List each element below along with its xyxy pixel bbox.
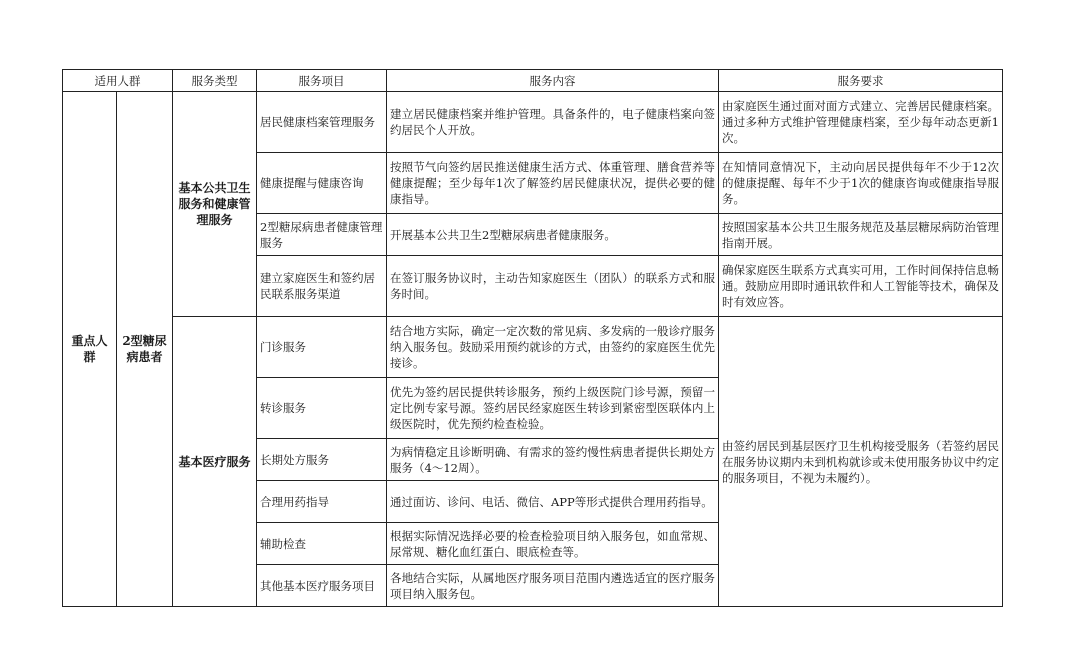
population-cell: 重点人群	[63, 92, 117, 607]
subgroup-cell: 2型糖尿病患者	[117, 92, 173, 607]
service-requirement: 在知情同意情况下，主动向居民提供每年不少于12次的健康提醒、每年不少于1次的健康咨询或健康指导服务。	[719, 153, 1003, 214]
service-content: 各地结合实际，从属地医疗服务项目范围内遴选适宜的医疗服务项目纳入服务包。	[387, 565, 719, 607]
category-basic-medical: 基本医疗服务	[173, 317, 257, 607]
service-content: 结合地方实际，确定一定次数的常见病、多发病的一般诊疗服务纳入服务包。鼓励采用预约就诊的方式，由签约的家庭医生优先接诊。	[387, 317, 719, 378]
service-content: 根据实际情况选择必要的检查检验项目纳入服务包，如血常规、尿常规、糖化血红蛋白、眼底检查等。	[387, 523, 719, 565]
service-content: 在签订服务协议时，主动告知家庭医生（团队）的联系方式和服务时间。	[387, 256, 719, 317]
header-service-requirement: 服务要求	[719, 70, 1003, 92]
service-item: 居民健康档案管理服务	[257, 92, 387, 153]
header-service-content: 服务内容	[387, 70, 719, 92]
table-row	[63, 92, 1003, 153]
service-item: 长期处方服务	[257, 439, 387, 481]
header-service-item: 服务项目	[257, 70, 387, 92]
header-population: 适用人群	[63, 70, 173, 92]
service-content: 优先为签约居民提供转诊服务，预约上级医院门诊号源，预留一定比例专家号源。签约居民经家庭医生转诊到紧密型医联体内上级医院时，优先预约检查检验。	[387, 378, 719, 439]
service-content: 开展基本公共卫生2型糖尿病患者健康服务。	[387, 214, 719, 256]
service-content: 建立居民健康档案并维护管理。具备条件的，电子健康档案向签约居民个人开放。	[387, 92, 719, 153]
service-item: 建立家庭医生和签约居民联系服务渠道	[257, 256, 387, 317]
service-requirement: 按照国家基本公共卫生服务规范及基层糖尿病防治管理指南开展。	[719, 214, 1003, 256]
service-table	[62, 69, 1003, 607]
service-item: 健康提醒与健康咨询	[257, 153, 387, 214]
category-public-health: 基本公共卫生服务和健康管理服务	[173, 92, 257, 317]
service-item: 辅助检查	[257, 523, 387, 565]
service-requirement: 确保家庭医生联系方式真实可用，工作时间保持信息畅通。鼓励应用即时通讯软件和人工智能等技术，确保及时有效应答。	[719, 256, 1003, 317]
service-content: 为病情稳定且诊断明确、有需求的签约慢性病患者提供长期处方服务（4～12周）。	[387, 439, 719, 481]
header-service-type: 服务类型	[173, 70, 257, 92]
header-row	[63, 70, 1003, 92]
service-item: 转诊服务	[257, 378, 387, 439]
service-requirement: 由家庭医生通过面对面方式建立、完善居民健康档案。通过多种方式维护管理健康档案，至少每年动态更新1次。	[719, 92, 1003, 153]
service-item: 其他基本医疗服务项目	[257, 565, 387, 607]
service-requirement-shared: 由签约居民到基层医疗卫生机构接受服务（若签约居民在服务协议期内未到机构就诊或未使用服务协议中约定的服务项目，不视为未履约）。	[719, 317, 1003, 607]
service-content: 按照节气向签约居民推送健康生活方式、体重管理、膳食营养等健康提醒；至少每年1次了解签约居民健康状况，提供必要的健康指导。	[387, 153, 719, 214]
service-content: 通过面访、诊问、电话、微信、APP等形式提供合理用药指导。	[387, 481, 719, 523]
service-item: 合理用药指导	[257, 481, 387, 523]
service-item: 2型糖尿病患者健康管理服务	[257, 214, 387, 256]
service-item: 门诊服务	[257, 317, 387, 378]
table-row	[63, 317, 1003, 378]
